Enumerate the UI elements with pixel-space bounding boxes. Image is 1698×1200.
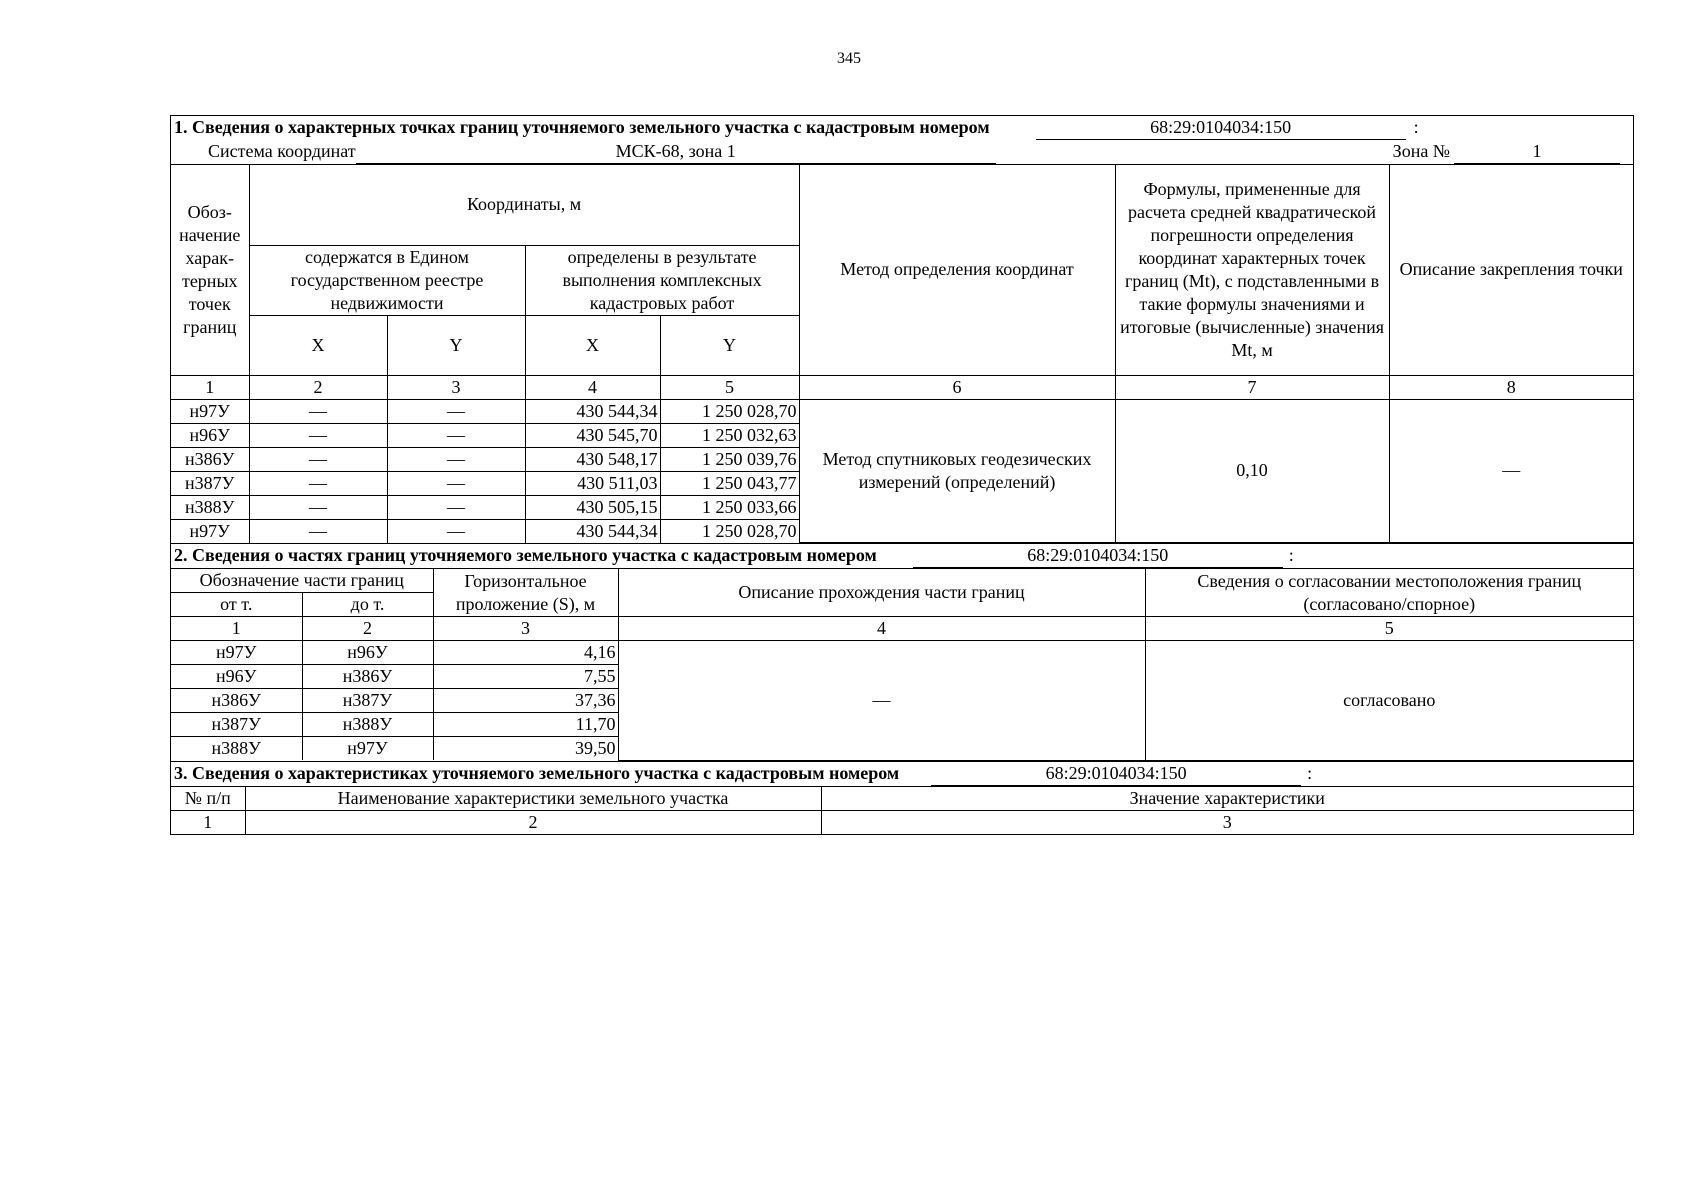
header-fixing: Описание закрепления точки [1389,165,1633,375]
col-number: 1 [171,375,249,399]
section3-table [171,787,1633,834]
header-method: Метод определения координат [799,165,1115,375]
point-name: н96У [171,423,249,447]
point-name: н97У [171,519,249,543]
fixing-value: — [1389,399,1633,543]
col-number: 3 [387,375,525,399]
section3-cadastral-number: 68:29:0104034:150 [931,762,1301,786]
from-point: н386У [171,689,302,713]
zone-label: Зона № [1392,141,1450,161]
x-egrn: — [249,471,387,495]
page-number: 345 [837,50,861,67]
to-point: н97У [302,737,433,761]
col-number: 5 [1145,617,1633,641]
header-to: до т. [302,593,433,617]
col-number: 1 [171,617,302,641]
header-part-designation: Обозначение части границ [171,569,433,593]
horizontal-distance: 39,50 [433,737,618,761]
col-number: 2 [245,810,821,834]
x-coord: 430 511,03 [525,471,660,495]
horizontal-distance: 7,55 [433,665,618,689]
coord-system-label: Система координат [208,141,356,161]
section2-colon: : [1288,545,1294,565]
to-point: н96У [302,641,433,665]
header-description: Описание прохождения части границ [618,569,1145,617]
section3-colon: : [1307,762,1313,783]
header-complex: определены в результате выполнения комплексных кадастровых работ [525,245,799,315]
header-designation: Обоз-начение харак-терных точек границ [171,165,249,375]
section1-table [171,165,1633,543]
point-name: н387У [171,471,249,495]
section2-cadastral-number: 68:29:0104034:150 [913,544,1283,568]
y-coord: 1 250 032,63 [660,423,799,447]
y-egrn: — [387,471,525,495]
x-coord: 430 544,34 [525,399,660,423]
from-point: н97У [171,641,302,665]
col-number: 7 [1115,375,1389,399]
column-numbers-row [171,375,1633,399]
horizontal-distance: 11,70 [433,713,618,737]
header-egrn: содержатся в Едином государственном реестре недвижимости [249,245,525,315]
col-number: 2 [302,617,433,641]
col-number: 1 [171,810,245,834]
x-egrn: — [249,519,387,543]
col-number: 6 [799,375,1115,399]
method-value: Метод спутниковых геодезических измерений (определений) [799,399,1115,543]
col-number: 4 [618,617,1145,641]
section1-title: 1. Сведения о характерных точках границ уточняемого земельного участка с кадастровым номером [174,117,990,137]
y-coord: 1 250 039,76 [660,447,799,471]
section3-header [171,761,1633,787]
y-coord: 1 250 028,70 [660,399,799,423]
agreement-value: согласовано [1145,641,1633,761]
coord-system-value: МСК-68, зона 1 [356,140,996,164]
point-name: н386У [171,447,249,471]
header-name: Наименование характеристики земельного участка [245,787,821,811]
from-point: н96У [171,665,302,689]
header-y: Y [660,315,799,375]
y-egrn: — [387,447,525,471]
col-number: 3 [433,617,618,641]
col-number: 4 [525,375,660,399]
section2-header [171,543,1633,569]
header-agreement: Сведения о согласовании местоположения границ (согласовано/спорное) [1145,569,1633,617]
section1-cadastral-number: 68:29:0104034:150 [1036,116,1406,140]
mt-value: 0,10 [1115,399,1389,543]
header-x-egrn: X [249,315,387,375]
header-y-egrn: Y [387,315,525,375]
y-coord: 1 250 043,77 [660,471,799,495]
y-egrn: — [387,519,525,543]
section1-colon: : [1413,117,1419,137]
y-egrn: — [387,495,525,519]
header-formulas: Формулы, примененные для расчета средней квадратической погрешности определения координат характерных точек границ (Mt), с подставленными в такие формулы значениями и итоговые (вычисленные) значения Mt, м [1115,165,1389,375]
header-coordinates: Координаты, м [249,165,799,245]
section2-table [171,569,1633,761]
x-egrn: — [249,495,387,519]
x-coord: 430 505,15 [525,495,660,519]
point-name: н97У [171,399,249,423]
x-coord: 430 544,34 [525,519,660,543]
horizontal-distance: 4,16 [433,641,618,665]
from-point: н387У [171,713,302,737]
cadastral-document [170,115,1634,835]
table-row [171,399,1633,423]
x-egrn: — [249,447,387,471]
y-coord: 1 250 033,66 [660,495,799,519]
table-row [171,641,1633,665]
x-coord: 430 545,70 [525,423,660,447]
y-egrn: — [387,399,525,423]
to-point: н386У [302,665,433,689]
col-number: 3 [821,810,1633,834]
point-name: н388У [171,495,249,519]
header-x: X [525,315,660,375]
col-number: 5 [660,375,799,399]
description-value: — [618,641,1145,761]
col-number: 2 [249,375,387,399]
header-from: от т. [171,593,302,617]
section2-title: 2. Сведения о частях границ уточняемого земельного участка с кадастровым номером [174,545,877,565]
x-egrn: — [249,423,387,447]
y-coord: 1 250 028,70 [660,519,799,543]
section1-header [171,116,1633,165]
to-point: н387У [302,689,433,713]
x-egrn: — [249,399,387,423]
zone-value: 1 [1454,140,1620,164]
from-point: н388У [171,737,302,761]
col-number: 8 [1389,375,1633,399]
header-num: № п/п [171,787,245,811]
to-point: н388У [302,713,433,737]
horizontal-distance: 37,36 [433,689,618,713]
section3-title: 3. Сведения о характеристиках уточняемого земельного участка с кадастровым номером [174,762,900,783]
header-value: Значение характеристики [821,787,1633,811]
header-horizontal: Горизонтальное проложение (S), м [433,569,618,617]
column-numbers-row [171,617,1633,641]
y-egrn: — [387,423,525,447]
column-numbers-row [171,810,1633,834]
x-coord: 430 548,17 [525,447,660,471]
